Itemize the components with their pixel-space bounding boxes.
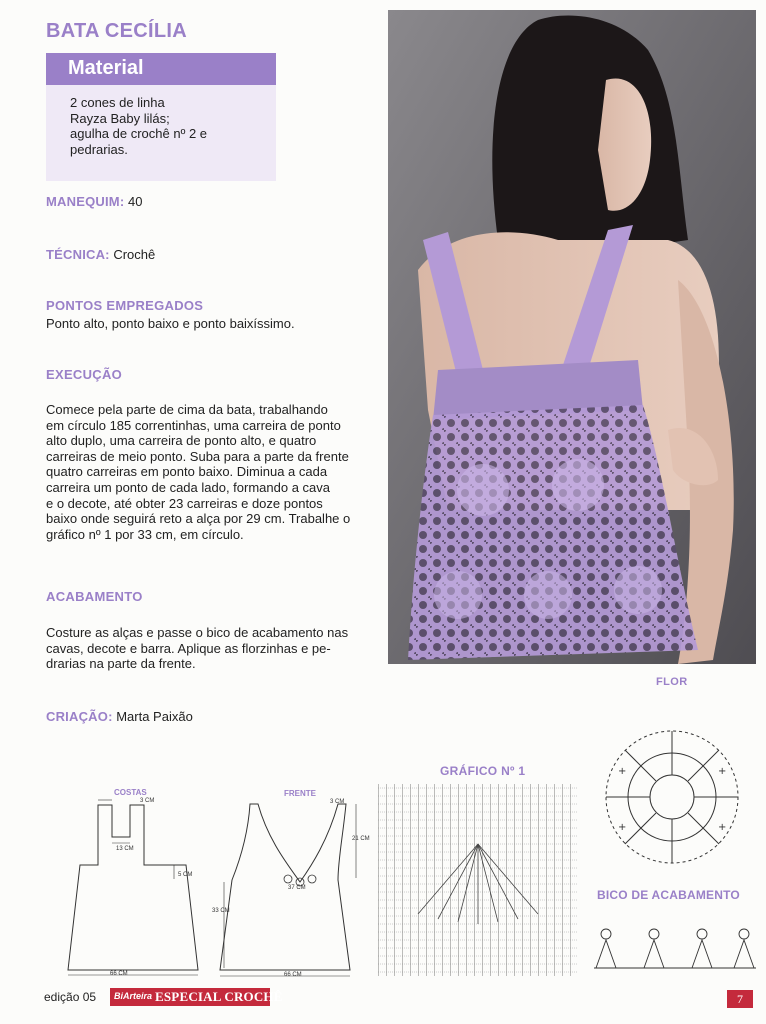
svg-text:+: +: [618, 766, 627, 777]
frente-title: FRENTE: [284, 789, 316, 798]
brand-logo: BiArteira: [114, 991, 153, 1001]
model-photo-illustration: [388, 10, 756, 664]
page-number: 7: [727, 990, 753, 1008]
material-line: 2 cones de linha: [70, 95, 165, 110]
execucao-line: gráfico nº 1 por 33 cm, em círculo.: [46, 526, 244, 542]
material-line: agulha de crochê nº 2 e: [70, 126, 208, 141]
material-list: [70, 95, 270, 157]
frente-height-top-measure: 21 CM: [352, 836, 370, 842]
execucao-heading: EXECUÇÃO: [46, 367, 123, 382]
material-line: Rayza Baby lilás;: [70, 110, 170, 126]
costas-neck-measure: 13 CM: [116, 846, 134, 852]
acabamento-text: [46, 625, 370, 672]
criacao-row: [46, 709, 193, 724]
criacao-label: CRIAÇÃO:: [46, 709, 113, 724]
pontos-heading: PONTOS EMPREGADOS: [46, 298, 204, 313]
acabamento-line: cavas, decote e barra. Aplique as florzinhas e pe-: [46, 640, 331, 656]
svg-text:+: +: [718, 822, 727, 833]
frente-height-body-measure: 33 CM: [212, 908, 230, 914]
material-heading: Material: [68, 57, 144, 79]
execucao-line: e o decote, até obter 23 carreiras e doze pontos: [46, 495, 323, 511]
bico-label: BICO DE ACABAMENTO: [597, 888, 740, 902]
acabamento-line: Costure as alças e passe o bico de acabamento nas: [46, 625, 349, 640]
frente-strap-measure: 3 CM: [330, 799, 345, 805]
frente-bottom-measure: 66 CM: [284, 972, 302, 978]
manequim-label: MANEQUIM:: [46, 194, 125, 209]
execucao-line: carreira um ponto de cada lado, formando a cava: [46, 479, 331, 495]
execucao-text: [46, 402, 370, 542]
edition-label: edição 05: [44, 990, 97, 1004]
execucao-line: em círculo 185 correntinhas, uma carreira de ponto: [46, 417, 341, 433]
execucao-line: quatro carreiras em ponto baixo. Diminua a cada: [46, 464, 328, 480]
criacao-value: Marta Paixão: [116, 709, 193, 724]
tecnica-value: Crochê: [113, 247, 156, 262]
tecnica-label: TÉCNICA:: [46, 247, 110, 262]
flor-chart: [588, 712, 756, 882]
execucao-line: carreiras de meio ponto. Suba para a parte da frente: [46, 448, 349, 464]
manequim-value: 40: [127, 194, 143, 209]
costas-title: COSTAS: [114, 788, 147, 797]
costas-band-measure: 5 CM: [178, 872, 193, 878]
flor-label: FLOR: [656, 676, 688, 688]
svg-text:+: +: [718, 766, 727, 777]
grafico-chart: [378, 784, 578, 976]
costas-bottom-measure: 66 CM: [110, 971, 128, 977]
model-photo: [388, 10, 756, 664]
tecnica-row: [46, 247, 155, 262]
acabamento-heading: ACABAMENTO: [46, 589, 143, 604]
brand-title: ESPECIAL CROCHÊ: [155, 989, 283, 1004]
execucao-line: Comece pela parte de cima da bata, trabalhando: [46, 402, 328, 417]
pontos-text: Ponto alto, ponto baixo e ponto baixíssimo.: [46, 316, 295, 331]
material-header: [46, 53, 276, 85]
page-title: BATA CECÍLIA: [46, 20, 187, 42]
acabamento-line: drarias na parte da frente.: [46, 656, 196, 672]
costas-diagram: [66, 785, 206, 985]
costas-strap-measure: 3 CM: [140, 798, 155, 804]
svg-text:+: +: [618, 822, 627, 833]
frente-neck-measure: 37 CM: [288, 885, 306, 891]
execucao-line: alto duplo, uma carreira de ponto alto, e quatro: [46, 433, 317, 449]
grafico-label: GRÁFICO Nº 1: [440, 764, 526, 778]
execucao-line: baixo onde seguirá reto a alça por 29 cm. Trabalhe o: [46, 511, 351, 527]
manequim-row: [46, 194, 142, 209]
material-line: pedrarias.: [70, 141, 128, 157]
bico-chart: [594, 910, 756, 976]
